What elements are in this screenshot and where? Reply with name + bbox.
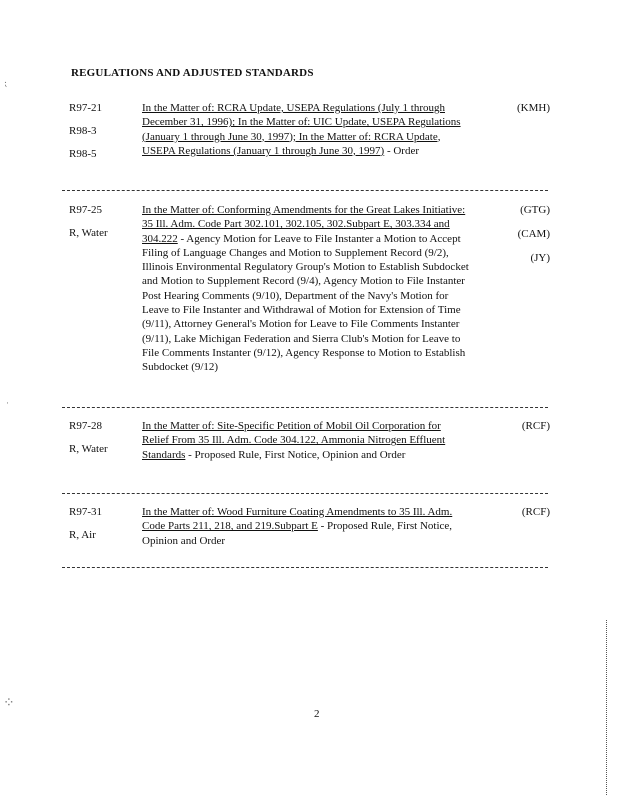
scan-artifact: [606, 620, 607, 795]
entry-title: In the Matter of: Wood Furniture Coating Amendments to 35 Ill. Adm. Code Parts 211, 218, and 219.Subpart E: [142, 506, 453, 533]
docket-numbers: [69, 203, 139, 249]
entry-title: In the Matter of: Conforming Amendments for the Great Lakes Initiative: 35 Ill. Adm. Code Part 302.101, 302.105, 302.Subpart E, 303.334 and 304.222: [142, 204, 466, 245]
entry-action: - Proposed Rule, First Notice, Opinion and Order: [142, 520, 453, 547]
scan-artifact: ⁘: [3, 696, 15, 711]
officer-initials: (GTG): [520, 204, 550, 216]
entry-description: [142, 101, 470, 158]
officer-initials: (CAM): [517, 228, 550, 240]
docket-numbers: [69, 101, 139, 170]
entry-title: In the Matter of: RCRA Update, USEPA Regulations (July 1 through December 31, 1996); In the Matter of: UIC Update, USEPA Regulations (January 1 through June 30, 1997); In the Matter of: RCRA Update, USEPA Regulations (January 1 through June 30, 1997): [142, 102, 461, 157]
scan-artifact: ·: [6, 398, 9, 408]
entry-action: - Order: [384, 144, 420, 157]
docket-number: R98-5: [69, 148, 97, 160]
hearing-officers: [480, 203, 550, 275]
officer-initials: (RCF): [521, 420, 550, 432]
entry-action: - Agency Motion for Leave to File Instanter a Motion to Accept Filing of Language Changes and Motion to Supplement Record (9/2), Illinois Environmental Regulatory Group's Motion to Establish Subdocket and Motion to Supplement Record (9/4), Agency Motion to File Instanter Post Hearing Comments (9/10), Department of the Navy's Motion for Leave to File Instanter and Withdrawal of Motion for Extension of Time (9/11), Attorney General's Motion for Leave to File Comments Instanter (9/11), Lake Michigan Federation and Sierra Club's Motion for Leave to File Comments Instanter (9/12), Agency Response to Motion to Establish Subdocket (9/12): [142, 232, 469, 374]
docket-number: R98-3: [69, 125, 97, 137]
entry-title: In the Matter of: Site-Specific Petition of Mobil Oil Corporation for Relief From 35 Ill. Adm. Code 304.122, Ammonia Nitrogen Effluent Standards: [142, 420, 446, 461]
officer-initials: (JY): [530, 252, 550, 264]
hearing-officers: [480, 101, 550, 125]
docket-number: R97-25: [69, 204, 102, 216]
docket-numbers: [69, 505, 139, 551]
page-number: 2: [314, 708, 320, 720]
entry-description: [142, 505, 470, 548]
hearing-officers: [480, 419, 550, 443]
docket-type: R, Water: [69, 443, 108, 455]
docket-number: R97-21: [69, 102, 102, 114]
entry-action: - Proposed Rule, First Notice, Opinion and Order: [185, 448, 406, 461]
docket-type: R, Air: [69, 529, 96, 541]
entry-divider: [62, 407, 548, 408]
entry-description: [142, 419, 470, 462]
docket-number: R97-28: [69, 420, 102, 432]
hearing-officers: [480, 505, 550, 529]
entry-divider: [62, 567, 548, 568]
docket-number: R97-31: [69, 506, 102, 518]
entry-divider: [62, 190, 548, 191]
entry-description: [142, 203, 470, 375]
section-heading: REGULATIONS AND ADJUSTED STANDARDS: [71, 67, 314, 79]
entry-divider: [62, 493, 548, 494]
officer-initials: (RCF): [521, 506, 550, 518]
docket-numbers: [69, 419, 139, 465]
scan-artifact: ⁏: [4, 78, 8, 88]
officer-initials: (KMH): [517, 102, 550, 114]
docket-type: R, Water: [69, 227, 108, 239]
